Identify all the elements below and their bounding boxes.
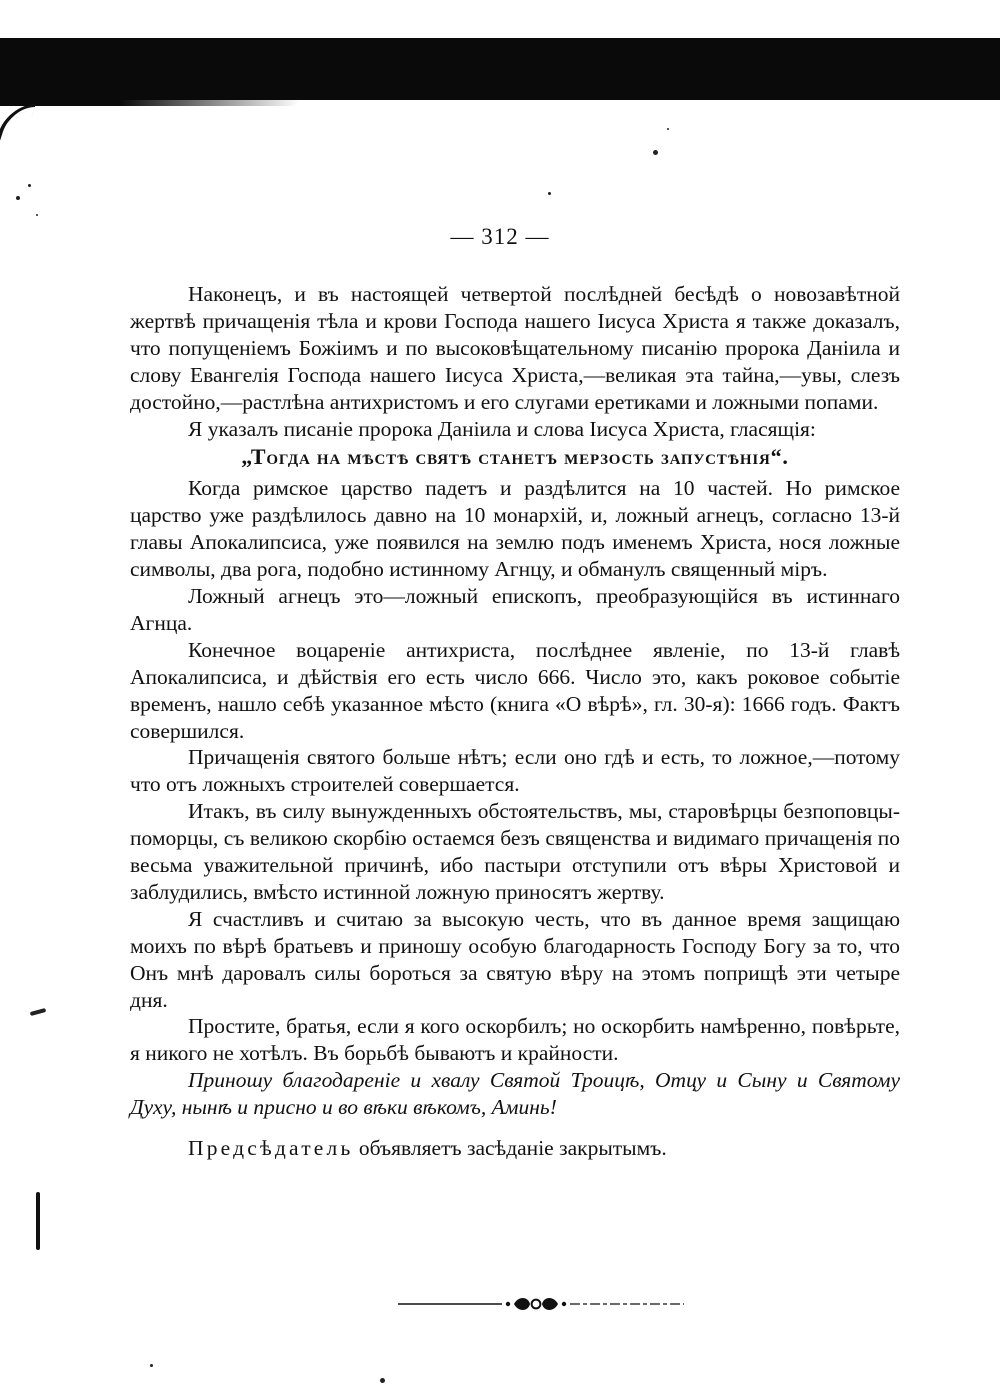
ornament-leaf-right [542,1298,558,1310]
scan-speck [653,150,658,155]
church-slavonic-quote: „Тогда на мѣстѣ святѣ станетъ мерзость запустѣнія“. [241,444,789,470]
closing-text: объявляетъ засѣданіе закрытымъ. [353,1136,667,1161]
scan-top-band [0,38,1000,100]
scan-side-bar [36,1192,40,1250]
scan-speck [36,214,38,216]
paragraph: Простите, братья, если я кого оскорбилъ; но оскорбить намѣренно, повѣрьте, я никого не хотѣлъ. Въ борьбѣ бываютъ и крайности. [130,1014,900,1066]
paragraph: Итакъ, въ силу вынужденныхъ обстоятельствъ, мы, старовѣрцы безпоповцы-поморцы, съ великою скорбію остаемся безъ священства и видимаго причащенія по весьма уважительной причинѣ, ибо пастыри отступили отъ вѣры Христовой и заблудились, вмѣсто истинной ложную приносятъ жертву. [130,799,900,904]
scan-speck [150,1364,153,1367]
paragraph: Ложный агнецъ это—ложный епископъ, преобразующійся въ истиннаго Агнца. [130,583,900,635]
scan-speck [380,1378,385,1383]
ornament-dot [562,1302,566,1306]
paragraph: Причащенія святого больше нѣтъ; если оно гдѣ и есть, то ложное,—потому что отъ ложныхъ строителей совершается. [130,745,900,797]
page-number: — 312 — [450,224,550,249]
paragraph: Наконецъ, и въ настоящей четвертой послѣдней бесѣдѣ о новозавѣтной жертвѣ причащенія тѣла и крови Господа нашего Іисуса Христа я также доказалъ, что попущеніемъ Божіимъ и по высоковѣщательному писанію пророка Даніила и слову Евангелія Господа нашего Іисуса Христа,—великая эта тайна,—увы, слезъ достойно,—растлѣна антихристомъ и его слугами еретиками и ложными попами. [130,282,900,414]
scan-speck [28,184,31,187]
end-ornament [390,1292,690,1316]
page-body [130,281,900,1162]
paragraph: Когда римское царство падетъ и раздѣлится на 10 частей. Но римское царство уже раздѣлилось давно на 10 монархій, и, ложный агнецъ, согласно 13-й главы Апокалипсиса, уже появился на землю подъ именемъ Христа, нося ложные символы, два рога, подобно истинному Агнцу, и обманулъ священный міръ. [130,476,900,582]
paragraph: Я счастливъ и считаю за высокую честь, что въ данное время защищаю моихъ по вѣрѣ братьевъ и приношу особую благодарность Господу Богу за то, что Онъ мнѣ даровалъ силы бороться за святую вѣру на этомъ поприщѣ эти четыре дня. [130,906,900,1012]
scan-speck [548,192,551,195]
scan-speck [16,196,20,200]
scan-side-mark [30,1008,46,1016]
ornament-dot [506,1302,510,1306]
paragraph: Конечное воцареніе антихриста, послѣднее явленіе, по 13-й главѣ Апокалипсиса, и дѣйствія его есть число 666. Число это, какъ роковое событіе временъ, нашло себѣ указанное мѣсто (книга «О вѣрѣ», гл. 30-я): 1666 годъ. Фактъ совершился. [130,637,900,743]
ornament-center [532,1300,541,1309]
scan-corner-mark [0,104,36,153]
speaker-name: Предсѣдатель [188,1136,354,1161]
paragraph: Я указалъ писаніе пророка Даніила и слова Іисуса Христа, гласящія: [188,416,816,441]
scan-top-band-tail [0,96,300,106]
closing-prayer: Приношу благодареніе и хвалу Святой Троицѣ, Отцу и Сыну и Святому Духу, нынѣ и присно и во вѣки вѣкомъ, Аминь! [130,1068,900,1120]
closing-line [130,1135,900,1162]
ornament-leaf-left [514,1298,530,1310]
scan-speck [667,128,669,130]
